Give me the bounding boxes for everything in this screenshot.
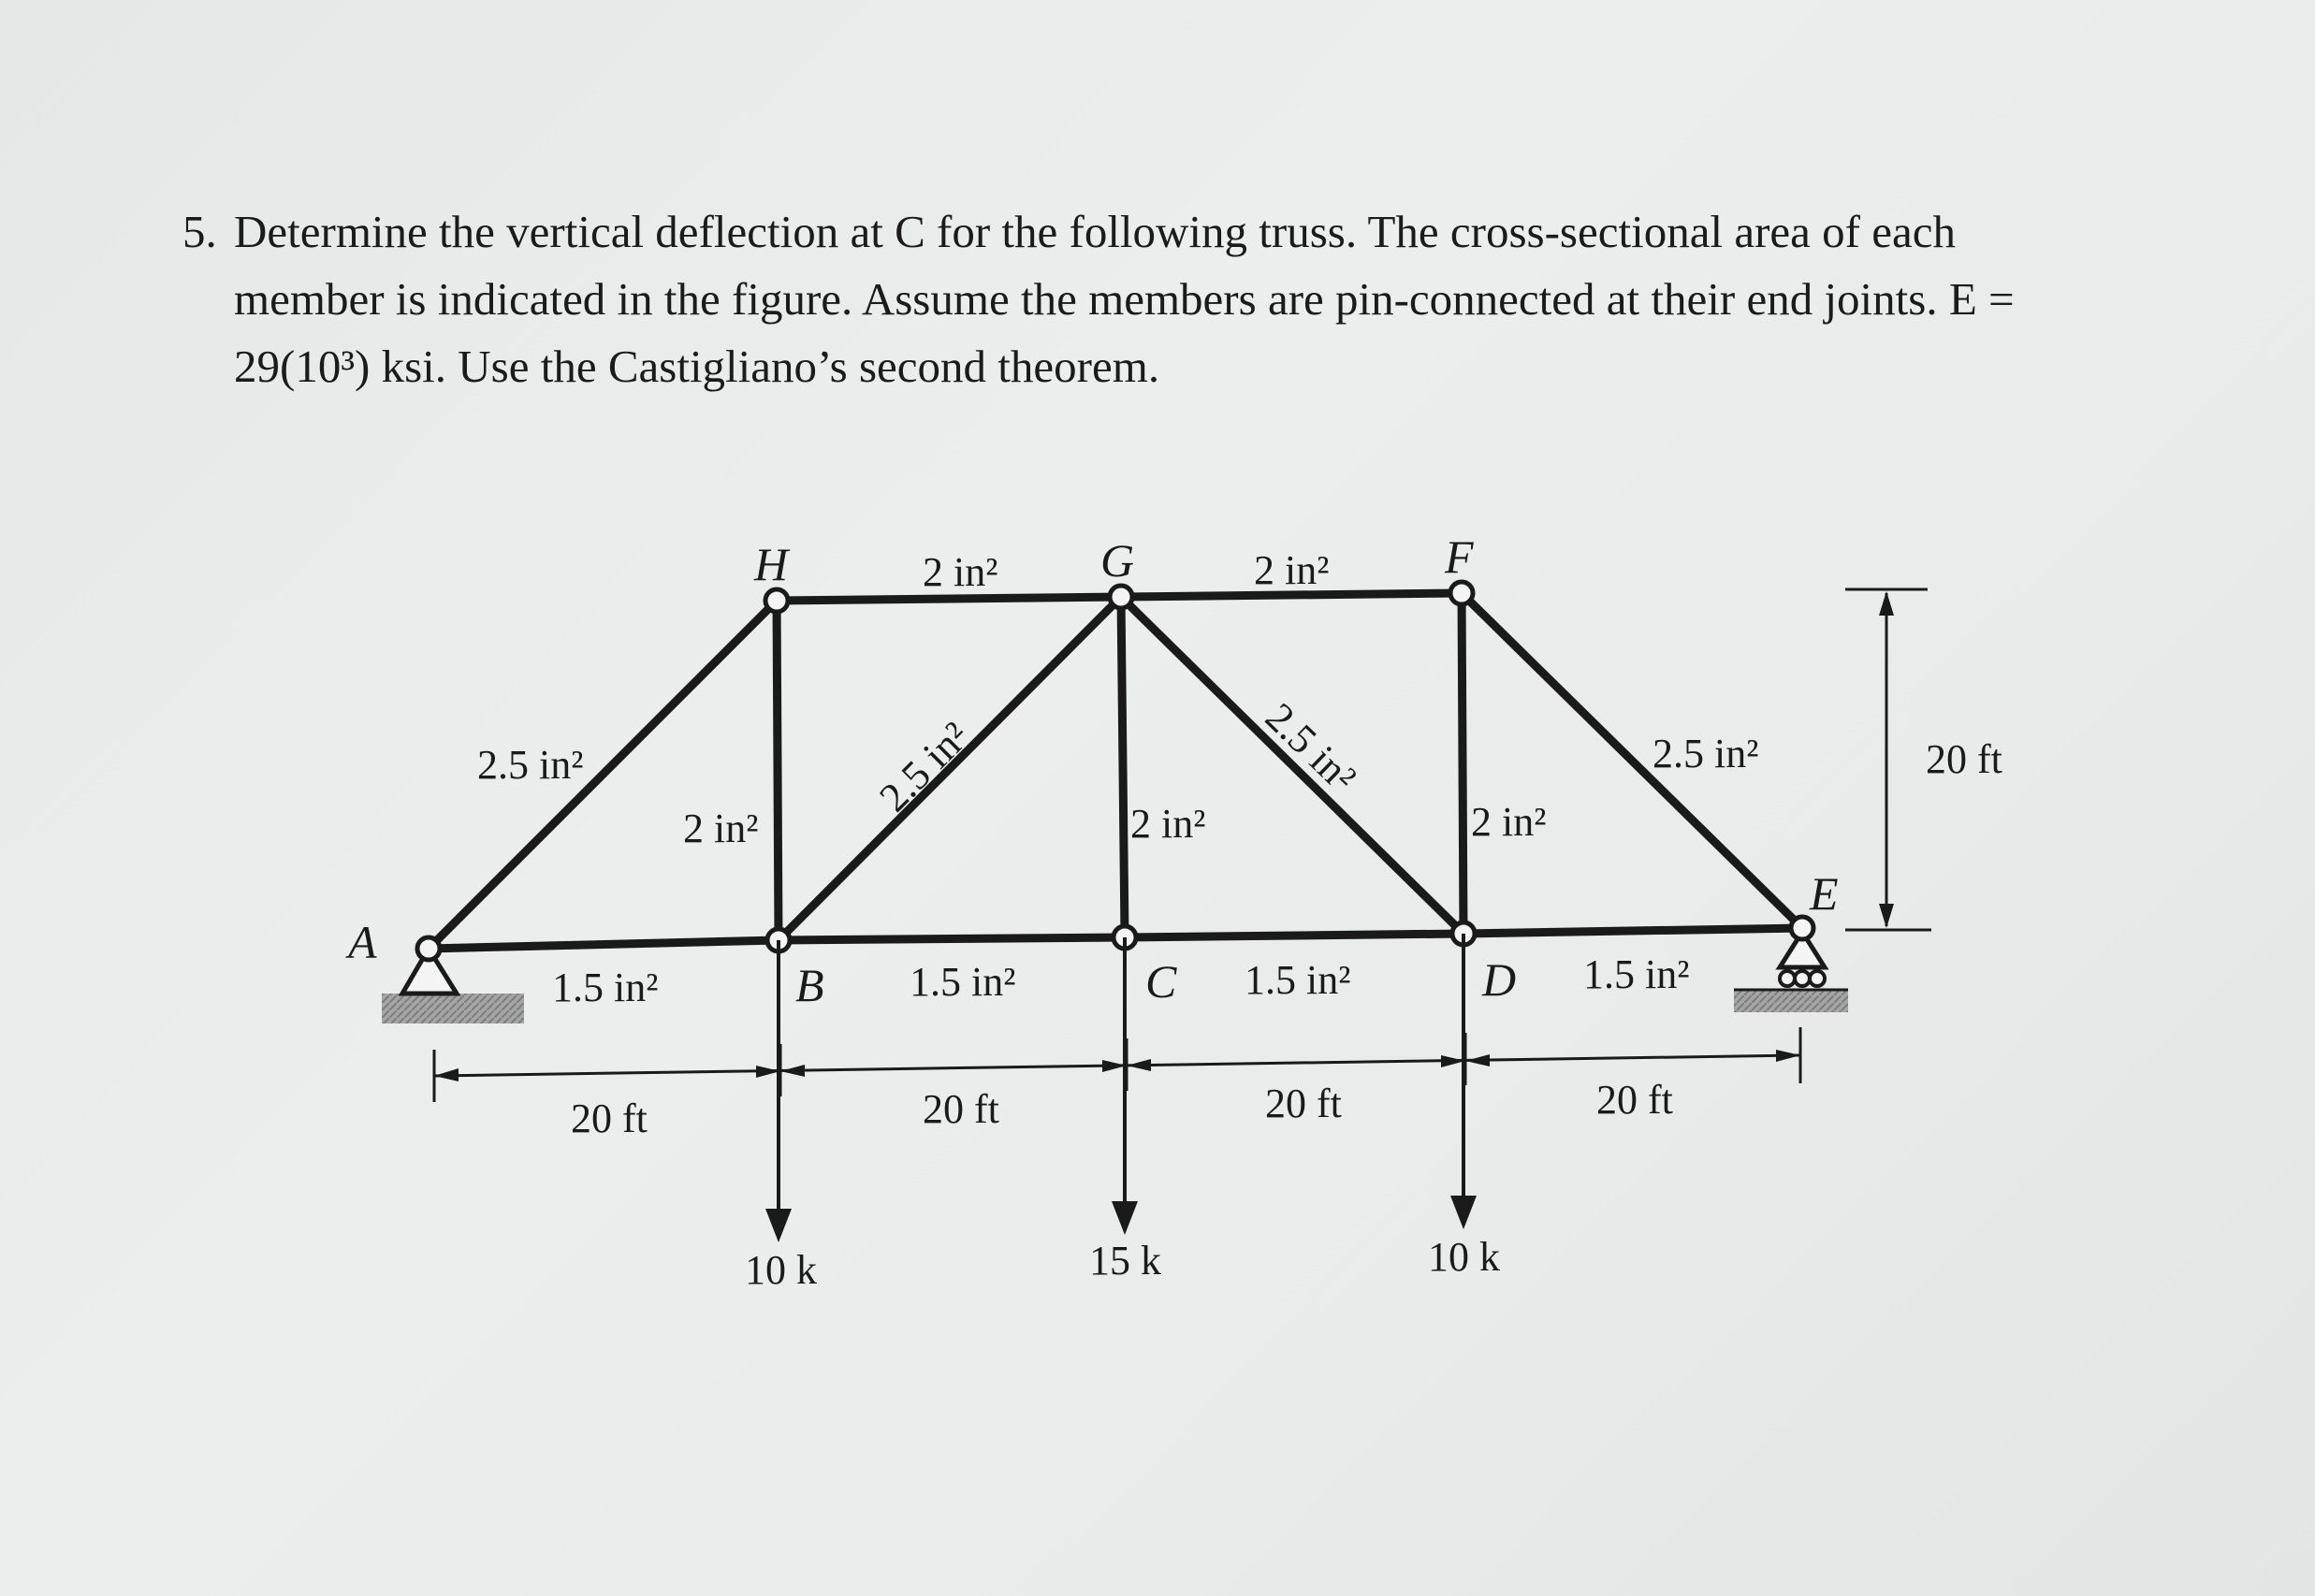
load-arrow-c-head <box>1112 1201 1138 1235</box>
dim-arrow-1 <box>434 1068 459 1081</box>
dim-arrow-5 <box>1127 1059 1151 1071</box>
member-fd <box>1462 593 1463 934</box>
joint-g <box>1110 586 1132 608</box>
joint-f <box>1450 582 1473 604</box>
load-label-d: 10 k <box>1428 1234 1500 1280</box>
dimension-label-span1: 20 ft <box>571 1095 648 1141</box>
dim-arrow-top <box>1879 591 1894 616</box>
roller-wheel-2 <box>1795 971 1810 986</box>
joint-e <box>1791 917 1813 939</box>
area-label-bg: 2.5 in² <box>870 713 979 821</box>
area-label-ab: 1.5 in² <box>552 965 659 1010</box>
joint-label-d: D <box>1482 953 1517 1006</box>
member-gf <box>1121 593 1462 597</box>
member-gc <box>1121 597 1125 937</box>
problem-number: 5. <box>182 206 217 257</box>
joint-label-e: E <box>1810 867 1839 920</box>
member-gd <box>1121 597 1463 934</box>
joint-label-f: F <box>1445 530 1474 583</box>
area-label-gf: 2 in² <box>1254 547 1330 593</box>
joint-a <box>417 937 440 960</box>
dimension-label-span4: 20 ft <box>1596 1077 1673 1123</box>
load-arrow-d-head <box>1450 1196 1477 1229</box>
member-hg <box>777 597 1121 601</box>
member-hb <box>777 601 779 940</box>
member-ab <box>429 940 779 949</box>
dim-arrow-7 <box>1465 1054 1490 1066</box>
joint-label-c: C <box>1145 955 1177 1008</box>
dimension-label-span3: 20 ft <box>1265 1081 1342 1126</box>
problem-line-2: member is indicated in the figure. Assume the members are pin-connected at their end joints. E = <box>234 273 2015 325</box>
load-label-b: 10 k <box>745 1247 817 1293</box>
joint-label-b: B <box>795 959 824 1011</box>
load-label-c: 15 k <box>1089 1238 1161 1284</box>
member-de <box>1463 928 1802 934</box>
area-label-bc: 1.5 in² <box>910 959 1016 1005</box>
load-arrow-b-head <box>765 1209 792 1242</box>
dimension-label-height: 20 ft <box>1926 736 2002 782</box>
area-label-de: 1.5 in² <box>1583 951 1690 997</box>
joint-label-g: G <box>1100 534 1135 587</box>
problem-line-3: 29(10³) ksi. Use the Castigliano’s second theorem. <box>234 341 1160 392</box>
area-label-ah: 2.5 in² <box>477 742 584 788</box>
roller-wheel-1 <box>1780 971 1795 986</box>
dim-arrow-bottom <box>1879 904 1894 928</box>
member-bc <box>779 937 1125 940</box>
area-label-hg: 2 in² <box>923 549 998 595</box>
joint-label-h: H <box>754 538 789 590</box>
area-label-gd: 2.5 in² <box>1257 693 1365 801</box>
dim-arrow-3 <box>780 1065 805 1077</box>
area-label-fd: 2 in² <box>1471 799 1547 845</box>
support-ground-e <box>1734 990 1848 1012</box>
problem-line-1: Determine the vertical deflection at C for the following truss. The cross-sectional area of each <box>234 206 1956 257</box>
area-label-cd: 1.5 in² <box>1245 957 1351 1003</box>
area-label-hb: 2 in² <box>683 805 759 851</box>
area-label-fe: 2.5 in² <box>1653 731 1759 776</box>
joint-h <box>765 589 788 612</box>
dimension-label-span2: 20 ft <box>923 1086 999 1132</box>
joint-label-a: A <box>348 916 377 968</box>
dim-arrow-8 <box>1776 1050 1800 1062</box>
member-cd <box>1125 934 1463 937</box>
roller-wheel-3 <box>1810 971 1825 986</box>
support-ground-a <box>382 994 524 1023</box>
area-label-gc: 2 in² <box>1130 801 1206 847</box>
